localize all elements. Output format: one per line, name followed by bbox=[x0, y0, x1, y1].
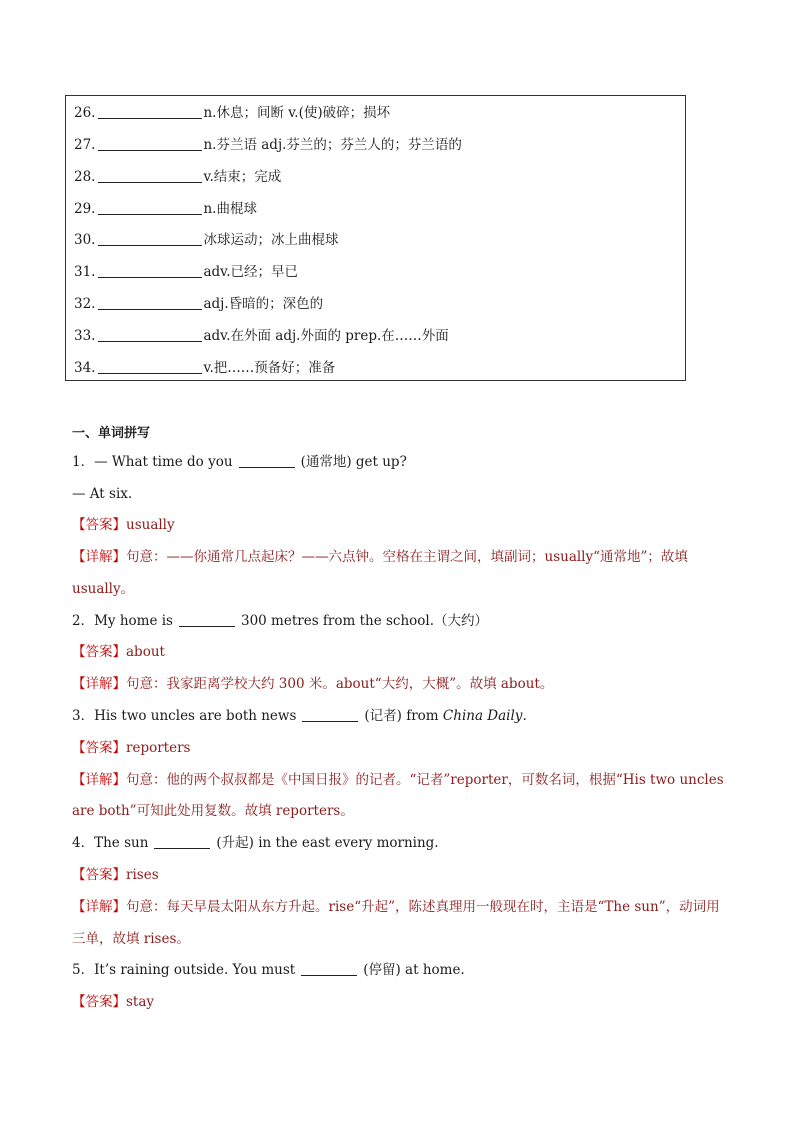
detail-4-cont: 三单，故填 rises。 bbox=[72, 931, 190, 947]
answer-blank bbox=[302, 707, 358, 722]
section-title: 一、单词拼写 bbox=[72, 426, 151, 441]
detail-3: 【详解】句意：他的两个叔叔都是《中国日报》的记者。“记者”reporter，可数名词，根据“His two uncles bbox=[72, 772, 724, 788]
answer-3: 【答案】reporters bbox=[72, 740, 191, 756]
question-4: 4．The sun (升起) in the east every morning. bbox=[72, 835, 439, 851]
answer-blank bbox=[98, 327, 202, 342]
answer-2: 【答案】about bbox=[72, 644, 165, 660]
vocab-row: 28. v.结束；完成 bbox=[74, 169, 282, 185]
answer-1: 【答案】usually bbox=[72, 517, 175, 533]
detail-3-cont: are both”可知此处用复数。故填 reporters。 bbox=[72, 803, 354, 819]
vocab-row: 30. 冰球运动；冰上曲棍球 bbox=[74, 232, 339, 248]
detail-4: 【详解】句意：每天早晨太阳从东方升起。rise“升起”，陈述真理用一般现在时，主语是“The sun”，动词用 bbox=[72, 899, 720, 915]
question-1: 1．— What time do you (通常地) get up? bbox=[72, 454, 407, 470]
vocab-row: 31. adv.已经；早已 bbox=[74, 264, 298, 280]
vocab-row: 32. adj.昏暗的；深色的 bbox=[74, 296, 324, 312]
answer-5: 【答案】stay bbox=[72, 994, 155, 1010]
question-2: 2．My home is 300 metres from the school.（大约） bbox=[72, 613, 489, 629]
question-5: 5．It’s raining outside. You must (停留) at home. bbox=[72, 962, 465, 978]
vocab-row: 33. adv.在外面 adj.外面的 prep.在……外面 bbox=[74, 328, 449, 344]
vocab-row: 29. n.曲棍球 bbox=[74, 201, 257, 217]
answer-blank bbox=[179, 612, 235, 627]
vocab-row: 26. n.休息；间断 v.(使)破碎；损坏 bbox=[74, 105, 391, 121]
answer-blank bbox=[98, 359, 202, 374]
vocab-row: 27. n.芬兰语 adj.芬兰的；芬兰人的；芬兰语的 bbox=[74, 137, 462, 153]
detail-2: 【详解】句意：我家距离学校大约 300 米。about“大约，大概”。故填 about。 bbox=[72, 676, 554, 692]
answer-blank bbox=[98, 263, 202, 278]
detail-1-cont: usually。 bbox=[72, 581, 135, 597]
question-1-reply: — At six. bbox=[72, 486, 133, 502]
detail-1: 【详解】句意：——你通常几点起床？——六点钟。空格在主谓之间，填副词；usually“通常地”；故填 bbox=[72, 549, 688, 565]
vocab-row: 34. v.把……预备好；准备 bbox=[74, 360, 336, 376]
answer-blank bbox=[98, 168, 202, 183]
answer-blank bbox=[98, 231, 202, 246]
answer-blank bbox=[98, 104, 202, 119]
answer-blank bbox=[98, 136, 202, 151]
question-3: 3．His two uncles are both news (记者) from China Daily. bbox=[72, 708, 527, 724]
answer-blank bbox=[154, 834, 210, 849]
answer-blank bbox=[239, 453, 295, 468]
answer-blank bbox=[301, 961, 357, 976]
answer-blank bbox=[98, 295, 202, 310]
vocabulary-table bbox=[65, 95, 686, 381]
answer-blank bbox=[98, 200, 202, 215]
answer-4: 【答案】rises bbox=[72, 867, 159, 883]
